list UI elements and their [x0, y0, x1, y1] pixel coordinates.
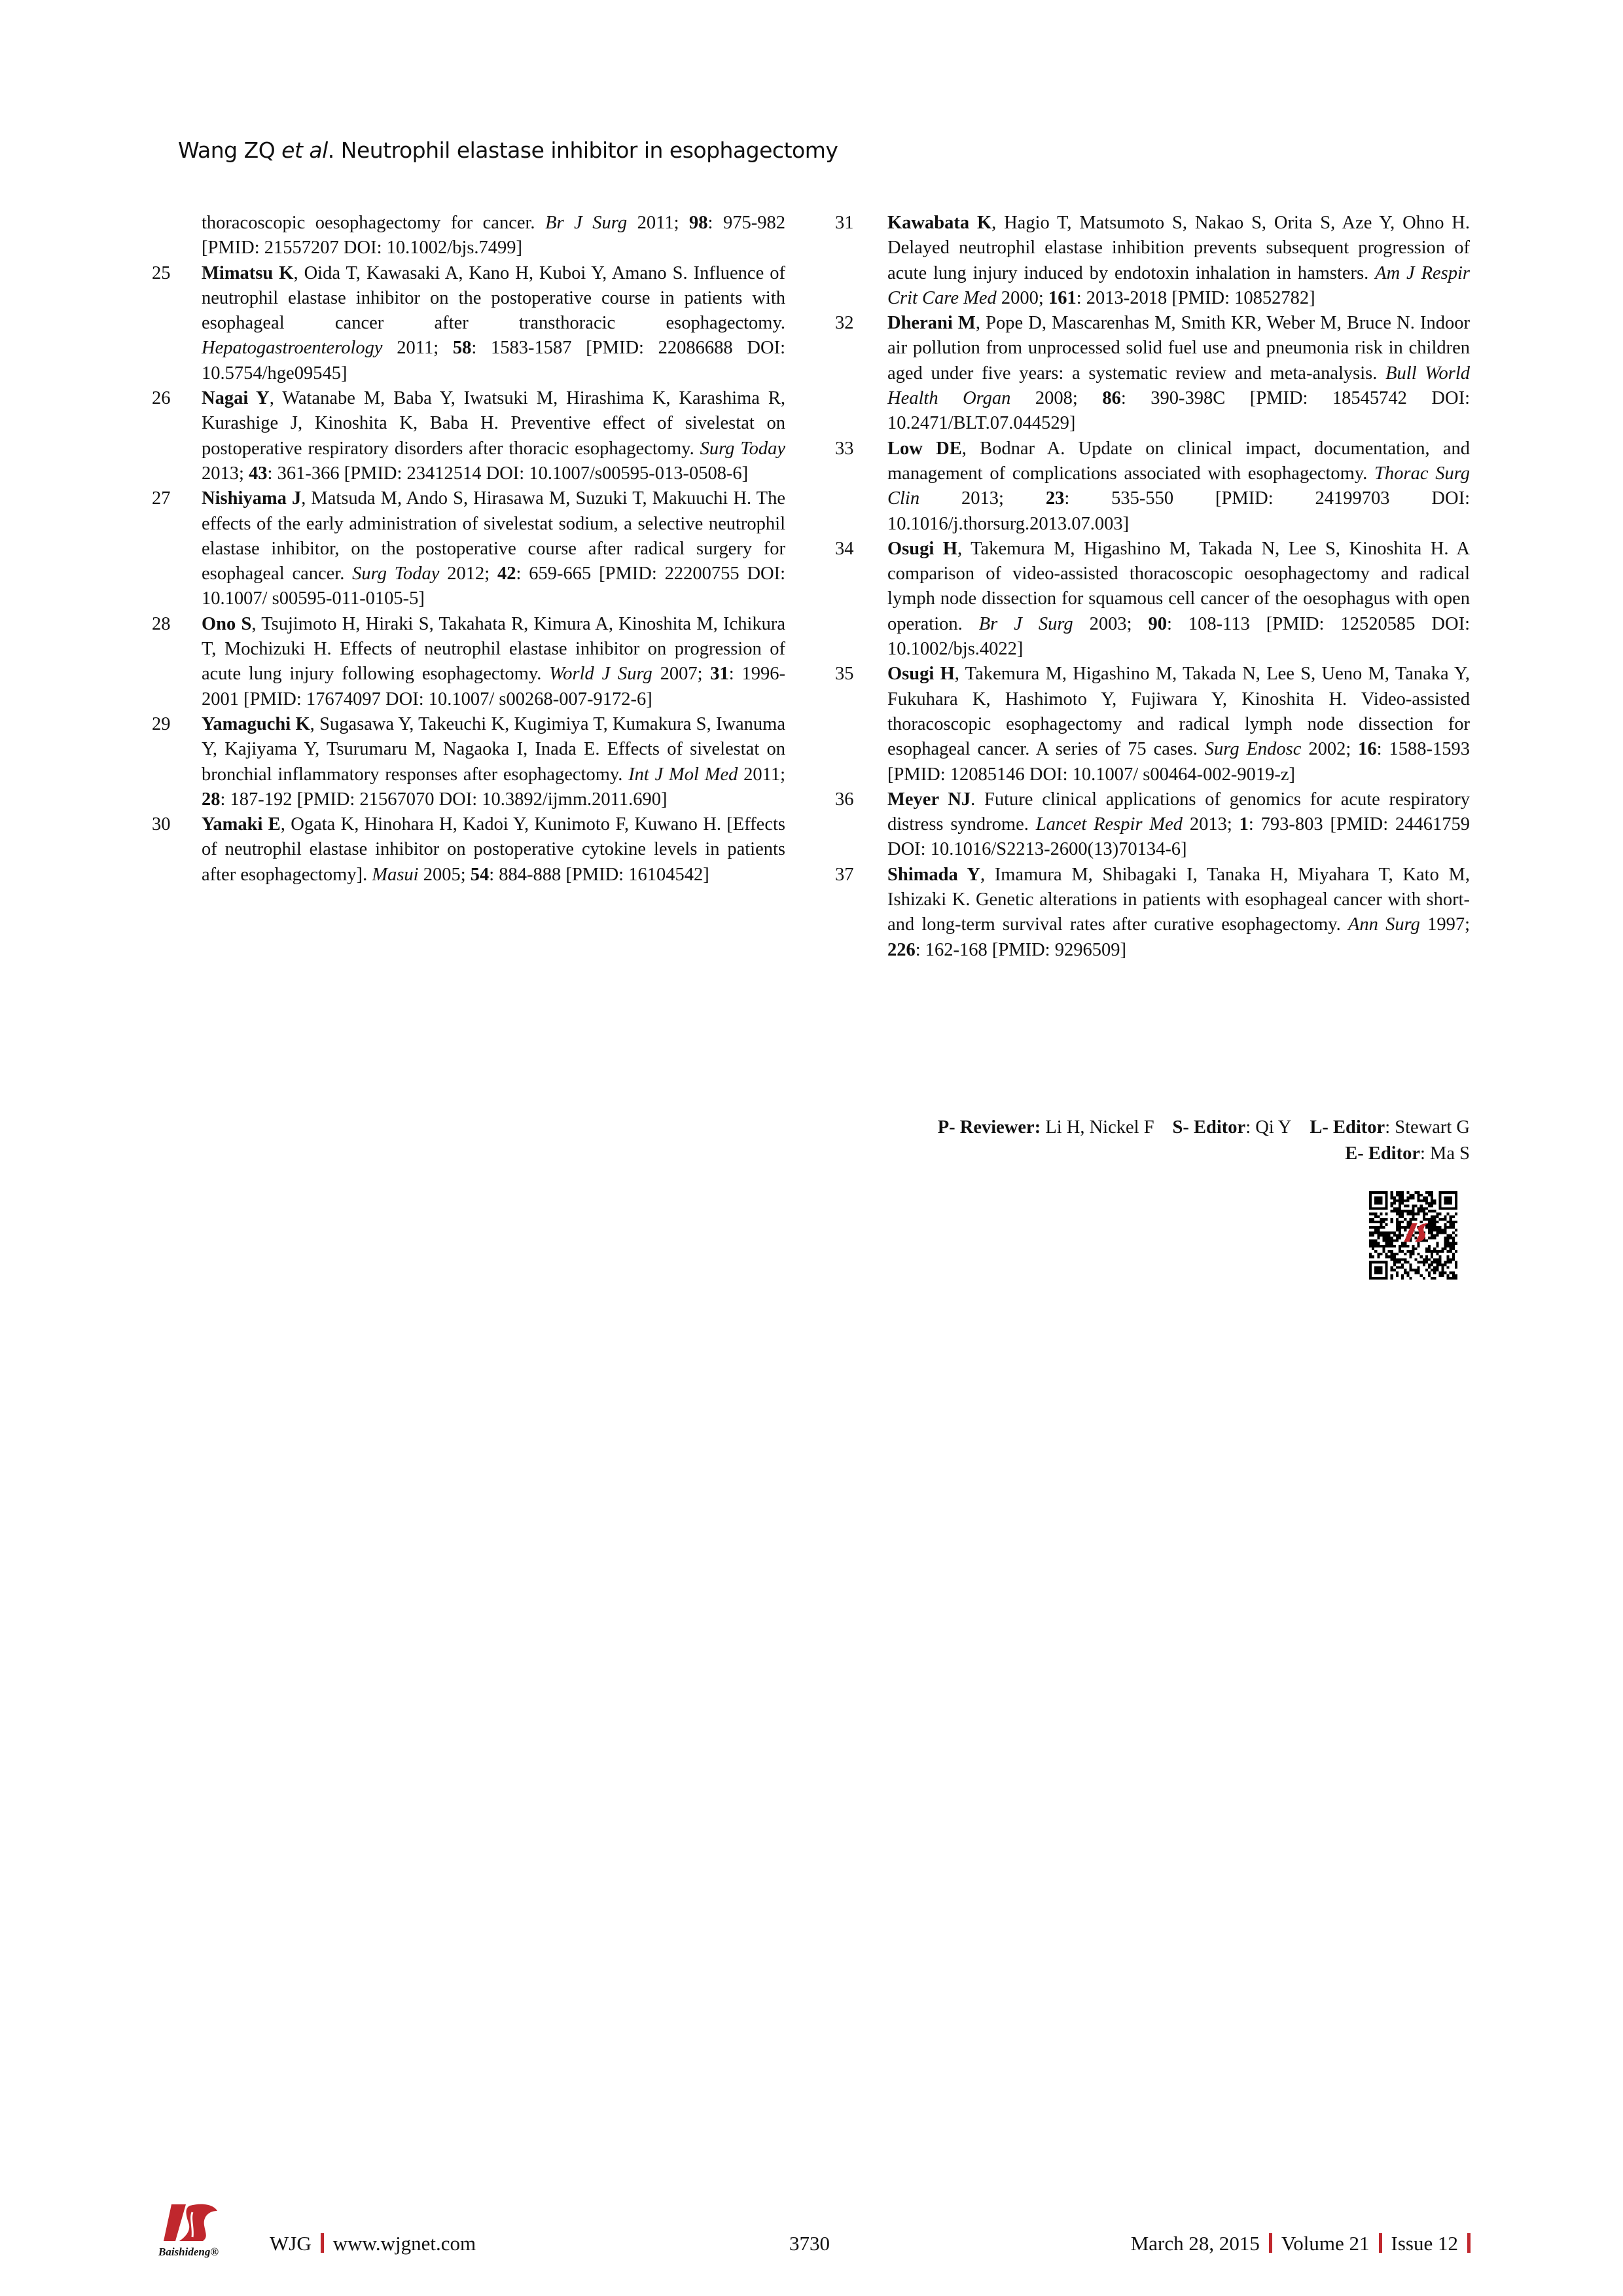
reference-lead-author: Low DE [887, 438, 962, 459]
reference-volume: 28 [202, 789, 221, 810]
running-head-etal: et al [281, 137, 328, 163]
reference-journal: Br J Surg [978, 613, 1073, 634]
footer-issue: Issue 12 [1391, 2232, 1458, 2255]
page-number: 3730 [789, 2232, 830, 2255]
reference-body [202, 712, 785, 812]
reference-number: 26 [152, 388, 171, 409]
footer-divider [1379, 2233, 1382, 2253]
footer-date: March 28, 2015 [1130, 2232, 1260, 2255]
footer-url[interactable]: www.wjgnet.com [332, 2232, 476, 2255]
reference-journal: Surg Endosc [1204, 739, 1302, 760]
reference-number: 33 [835, 438, 854, 459]
reference-item [152, 261, 785, 386]
qr-code-icon[interactable] [1369, 1191, 1457, 1280]
reference-text: , Sugasawa Y, Takeuchi K, Kugimiya T, Kumakura S, Iwanuma Y, Kajiyama Y, Tsurumaru M, Nagaoka I, Inada E. Effects of sivelestat on bronchial inflammatory responses after esophagectomy. [202, 713, 785, 785]
reference-lead-author: Osugi H [887, 664, 955, 685]
reference-text: , Matsuda M, Ando S, Hirasawa M, Suzuki T, Makuuchi H. The effects of the early administration of sivelestat sodium, a selective neutrophil elastase inhibitor, on the postoperative course after radical surgery for esophageal cancer. [202, 488, 785, 584]
reference-item [835, 662, 1470, 787]
reference-number: 25 [152, 262, 171, 283]
reference-lead-author: Meyer NJ [887, 789, 971, 810]
reference-text: , Imamura M, Shibagaki I, Tanaka H, Miyahara T, Kato M, Ishizaki K. Genetic alterations in patients with esophageal cancer with short- and long-term survival rates after curative esophagectomy. [887, 864, 1471, 935]
reference-text: thoracoscopic oesophagectomy for cancer. [202, 213, 546, 233]
reference-year: 2007; [652, 664, 711, 685]
footer-divider [1269, 2233, 1272, 2253]
reference-journal: Bull World Health Organ [887, 363, 1470, 409]
reference-item [835, 437, 1470, 537]
editor-line-2 [831, 1141, 1470, 1167]
reference-text: , Takemura M, Higashino M, Takada N, Lee S, Kinoshita H. A comparison of video-assisted thoracoscopic oesophagectomy and radical lymph node dissection for squamous cell cancer of the oesophagus with open operation. [887, 538, 1470, 634]
reference-item [152, 486, 785, 611]
p-reviewer-label: P- Reviewer: [937, 1117, 1041, 1138]
footer-issue-info [1131, 2232, 1471, 2255]
reference-pages: : 975-982 [PMID: 21557207 DOI: 10.1002/bjs.7499] [202, 213, 785, 259]
reference-year: 2003; [1073, 613, 1149, 634]
reference-body [202, 486, 785, 611]
reference-volume: 58 [452, 338, 472, 359]
reference-volume: 1 [1239, 814, 1249, 835]
reference-volume: 90 [1148, 613, 1167, 634]
footer-journal-abbrev: WJG [270, 2232, 312, 2255]
s-editor-value: : Qi Y [1245, 1117, 1292, 1138]
reference-pages: : 884-888 [PMID: 16104542] [489, 864, 709, 885]
reference-number: 36 [835, 789, 854, 810]
reference-body [202, 261, 785, 386]
page-footer [0, 2199, 1623, 2265]
running-head-author: Wang ZQ [178, 137, 282, 163]
reference-journal: Ann Surg [1348, 914, 1420, 935]
reference-lead-author: Yamaki E [202, 814, 281, 835]
reference-text: , Watanabe M, Baba Y, Iwatsuki M, Hirashima K, Karashima R, Kurashige J, Kinoshita K, Baba H. Preventive effect of sivelestat on postoperative respiratory disorders after thoracic esophagectomy. [202, 388, 785, 459]
reference-volume: 16 [1358, 739, 1377, 760]
reference-pages: : 793-803 [PMID: 24461759 DOI: 10.1016/S2213-2600(13)70134-6] [887, 814, 1470, 860]
reference-journal: Br J Surg [545, 213, 628, 233]
reference-volume: 31 [710, 664, 729, 685]
reference-volume: 23 [1045, 488, 1065, 509]
reference-volume: 42 [497, 564, 516, 584]
running-head-title: . Neutrophil elastase inhibitor in esophagectomy [327, 137, 838, 163]
reference-pages: : 162-168 [PMID: 9296509] [915, 939, 1126, 960]
reference-body [202, 612, 785, 712]
reference-body [887, 537, 1470, 662]
reference-number: 29 [152, 713, 171, 734]
reference-body [887, 863, 1470, 963]
footer-divider [1467, 2233, 1471, 2253]
reference-item [152, 812, 785, 888]
reference-pages: : 108-113 [PMID: 12520585 DOI: 10.1002/bjs.4022] [887, 613, 1470, 660]
reference-year: 2002; [1301, 739, 1359, 760]
reference-lead-author: Nagai Y [202, 388, 270, 409]
reference-pages: : 390-398C [PMID: 18545742 DOI: 10.2471/BLT.07.044529] [887, 388, 1471, 434]
baishideng-logo-icon [152, 2203, 243, 2259]
s-editor-label: S- Editor [1172, 1117, 1246, 1138]
reference-year: 2012; [439, 564, 498, 584]
footer-volume: Volume 21 [1281, 2232, 1370, 2255]
reference-number: 37 [835, 864, 854, 885]
reference-body [887, 437, 1470, 537]
reference-text: , Pope D, Mascarenhas M, Smith KR, Weber M, Bruce N. Indoor air pollution from unprocessed solid fuel use and pneumonia risk in children aged under five years: a systematic review and meta-analysis. [887, 313, 1470, 384]
reference-lead-author: Ono S [202, 613, 252, 634]
reference-volume: 43 [249, 463, 268, 484]
reference-body [887, 787, 1470, 863]
reference-text: , Tsujimoto H, Hiraki S, Takahata R, Kimura A, Kinoshita M, Ichikura T, Mochizuki H. Effects of neutrophil elastase inhibitor on progression of acute lung injury following esophagectomy. [202, 613, 786, 685]
reference-item [835, 537, 1470, 662]
reference-journal: Lancet Respir Med [1035, 814, 1183, 835]
reference-item [835, 787, 1470, 863]
reference-text: , Takemura M, Higashino M, Takada N, Lee S, Ueno M, Tanaka Y, Fukuhara K, Hashimoto Y, Fujiwara Y, Kinoshita H. Video-assisted thoracoscopic esophagectomy and radical lymph node dissection for esophageal cancer. A series of 75 cases. [887, 664, 1470, 760]
reference-journal: Surg Today [700, 438, 785, 459]
reference-item [835, 311, 1470, 436]
reference-number: 30 [152, 814, 171, 835]
reference-year: 2000; [996, 287, 1048, 308]
reference-lead-author: Yamaguchi K [202, 713, 310, 734]
reference-body [887, 211, 1470, 311]
reference-journal: Surg Today [352, 564, 440, 584]
reference-item [152, 386, 785, 486]
reference-number: 27 [152, 488, 171, 509]
reference-body [887, 311, 1470, 436]
editor-credits [831, 1115, 1470, 1167]
reference-item [835, 211, 1470, 311]
l-editor-value: : Stewart G [1385, 1117, 1470, 1138]
reference-text: , Hagio T, Matsumoto S, Nakao S, Orita S, Aze Y, Ohno H. Delayed neutrophil elastase inhibition prevents subsequent progression of acute lung injury induced by endotoxin inhalation in hamsters. [887, 213, 1470, 283]
reference-journal: Thorac Surg Clin [887, 463, 1471, 509]
reference-volume: 98 [689, 213, 708, 233]
reference-item [152, 712, 785, 812]
reference-volume: 226 [887, 939, 916, 960]
reference-year: 2011; [738, 764, 786, 785]
reference-text: , Ogata K, Hinohara H, Kadoi Y, Kunimoto F, Kuwano H. [Effects of neutrophil elastase inhibitor on postoperative cytokine levels in patients after esophagectomy]. [202, 814, 785, 885]
reference-body [887, 662, 1470, 787]
running-head [178, 137, 838, 163]
reference-year: 2011; [382, 338, 453, 359]
reference-lead-author: Nishiyama J [202, 488, 302, 509]
reference-number: 28 [152, 613, 171, 634]
reference-journal: World J Surg [549, 664, 652, 685]
footer-divider [321, 2233, 324, 2253]
reference-year: 2013; [202, 463, 249, 484]
reference-year: 2005; [418, 864, 471, 885]
reference-year: 2013; [1183, 814, 1240, 835]
reference-pages: : 659-665 [PMID: 22200755 DOI: 10.1007/ s00595-011-0105-5] [202, 564, 786, 609]
reference-year: 2008; [1010, 388, 1103, 409]
reference-journal: Hepatogastroenterology [202, 338, 383, 359]
reference-lead-author: Osugi H [887, 538, 957, 559]
reference-year: 2011; [627, 213, 690, 233]
reference-volume: 86 [1102, 388, 1121, 409]
reference-year: 2013; [919, 488, 1046, 509]
reference-number: 34 [835, 538, 854, 559]
reference-lead-author: Kawabata K [887, 213, 992, 233]
p-reviewer-value: Li H, Nickel F [1041, 1117, 1154, 1138]
reference-year: 1997; [1419, 914, 1470, 935]
reference-journal: Masui [372, 864, 419, 885]
editor-line-1 [831, 1115, 1470, 1141]
e-editor-value: : Ma S [1419, 1143, 1470, 1164]
reference-lead-author: Mimatsu K [202, 262, 294, 283]
reference-number: 32 [835, 313, 854, 334]
reference-text: . Future clinical applications of genomics for acute respiratory distress syndrome. [887, 789, 1471, 835]
reference-pages: : 535-550 [PMID: 24199703 DOI: 10.1016/j.thorsurg.2013.07.003] [887, 488, 1471, 534]
reference-body [202, 812, 785, 888]
reference-pages: : 1583-1587 [PMID: 22086688 DOI: 10.5754/hge09545] [202, 338, 785, 384]
reference-item [835, 863, 1470, 963]
e-editor-label: E- Editor [1345, 1143, 1420, 1164]
reference-number: 31 [835, 213, 854, 233]
reference-number: 35 [835, 664, 854, 685]
reference-text: , Oida T, Kawasaki A, Kano H, Kuboi Y, Amano S. Influence of neutrophil elastase inhibitor on the postoperative course in patients with esophageal cancer after transthoracic esophagectomy. [202, 262, 785, 334]
reference-volume: 54 [470, 864, 490, 885]
l-editor-label: L- Editor [1310, 1117, 1385, 1138]
reference-lead-author: Dherani M [887, 313, 976, 334]
reference-pages: : 1996-2001 [PMID: 17674097 DOI: 10.1007/ s00268-007-9172-6] [202, 664, 785, 709]
reference-body [202, 386, 785, 486]
reference-volume: 161 [1048, 287, 1077, 308]
reference-pages: : 187-192 [PMID: 21567070 DOI: 10.3892/ijmm.2011.690] [220, 789, 668, 810]
reference-pages: : 1588-1593 [PMID: 12085146 DOI: 10.1007/ s00464-002-9019-z] [887, 739, 1470, 785]
reference-journal: Am J Respir Crit Care Med [887, 262, 1470, 308]
logo-wordmark: Baishideng® [158, 2246, 219, 2258]
reference-continuation [152, 211, 785, 261]
reference-column-left [152, 211, 785, 888]
reference-journal: Int J Mol Med [628, 764, 738, 785]
reference-pages: : 2013-2018 [PMID: 10852782] [1076, 287, 1315, 308]
reference-lead-author: Shimada Y [887, 864, 980, 885]
reference-text: , Bodnar A. Update on clinical impact, documentation, and management of complications associated with esophagectomy. [887, 438, 1470, 484]
reference-item [152, 612, 785, 712]
reference-pages: : 361-366 [PMID: 23412514 DOI: 10.1007/s00595-013-0508-6] [267, 463, 749, 484]
reference-column-right [835, 211, 1470, 963]
footer-journal [270, 2232, 476, 2255]
